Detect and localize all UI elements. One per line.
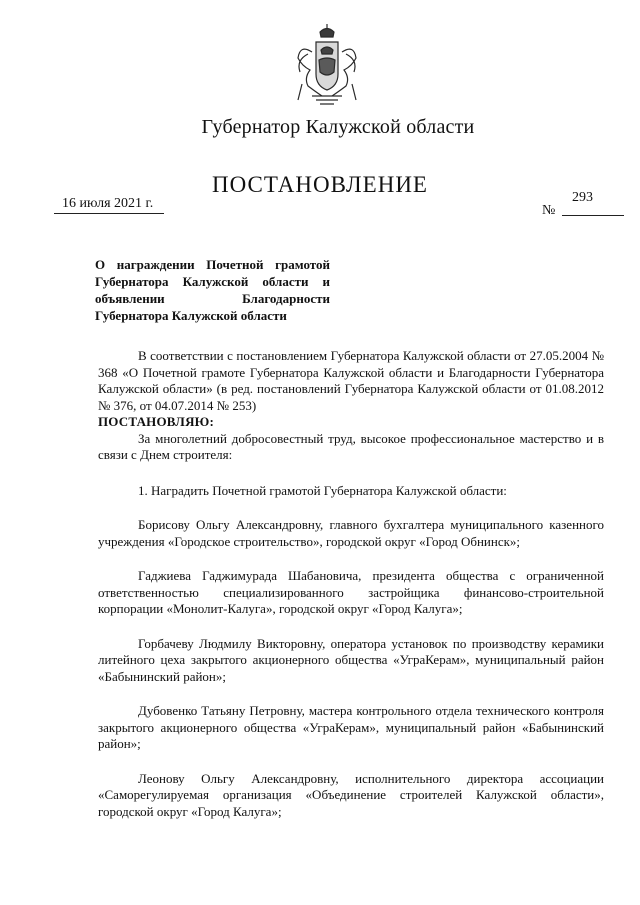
document-subject: О награждении Почетной грамотой Губернатора Калужской области и объявлении Благодарности Губернатора Калужской области bbox=[95, 257, 330, 323]
reason-paragraph: За многолетний добросовестный труд, высокое профессиональное мастерство и в связи с Днем строителя: bbox=[98, 430, 604, 462]
awardee-paragraph: Горбачеву Людмилу Викторовну, оператора установок по производству керамики литейного цеха закрытого акционерного общества «УграКерам», муниципальный район «Бабынинский район»; bbox=[98, 635, 604, 684]
document-number bbox=[542, 190, 626, 220]
awardee-paragraph: Леонову Ольгу Александровну, исполнительного директора ассоциации «Саморегулируемая организация «Объединение строителей Калужской области», городской округ «Город Калуга»; bbox=[98, 770, 604, 819]
number-sign: № bbox=[542, 203, 556, 218]
award-item-1: 1. Наградить Почетной грамотой Губернатора Калужской области: bbox=[138, 482, 507, 498]
coat-of-arms-icon bbox=[292, 24, 362, 106]
decree-word: ПОСТАНОВЛЯЮ: bbox=[98, 414, 215, 429]
number-underline bbox=[562, 215, 624, 216]
issuing-authority: Губернатор Калужской области bbox=[201, 116, 475, 138]
document-date: 16 июля 2021 г. bbox=[62, 196, 154, 211]
document-body bbox=[98, 348, 604, 820]
document-type-title: ПОСТАНОВЛЕНИЕ bbox=[212, 172, 428, 197]
awardee-paragraph: Гаджиева Гаджимурада Шабановича, президента общества с ограниченной ответственностью специализированного застройщика финансово-строительной корпорации «Монолит-Калуга», городской округ «Город Калуга»; bbox=[98, 568, 604, 616]
awardee-paragraph: Борисову Ольгу Александровну, главного бухгалтера муниципального казенного учреждения «Городское строительство», городской округ «Город Обнинск»; bbox=[98, 517, 604, 549]
number-value: 293 bbox=[572, 190, 593, 205]
preamble-paragraph: В соответствии с постановлением Губернатора Калужской области от 27.05.2004 № 368 «О Почетной грамоте Губернатора Калужской области и Благодарности Губернатора Калужской области» (в ред. постановлений Губернатора Калужской области от 01.08.2012 № 376, от 04.07.2014 № 253) bbox=[98, 348, 604, 413]
date-underline bbox=[54, 213, 164, 214]
awardee-paragraph: Дубовенко Татьяну Петровну, мастера контрольного отдела технического контроля закрытого акционерного общества «УграКерам», муниципальный район «Бабынинский район»; bbox=[98, 703, 604, 751]
